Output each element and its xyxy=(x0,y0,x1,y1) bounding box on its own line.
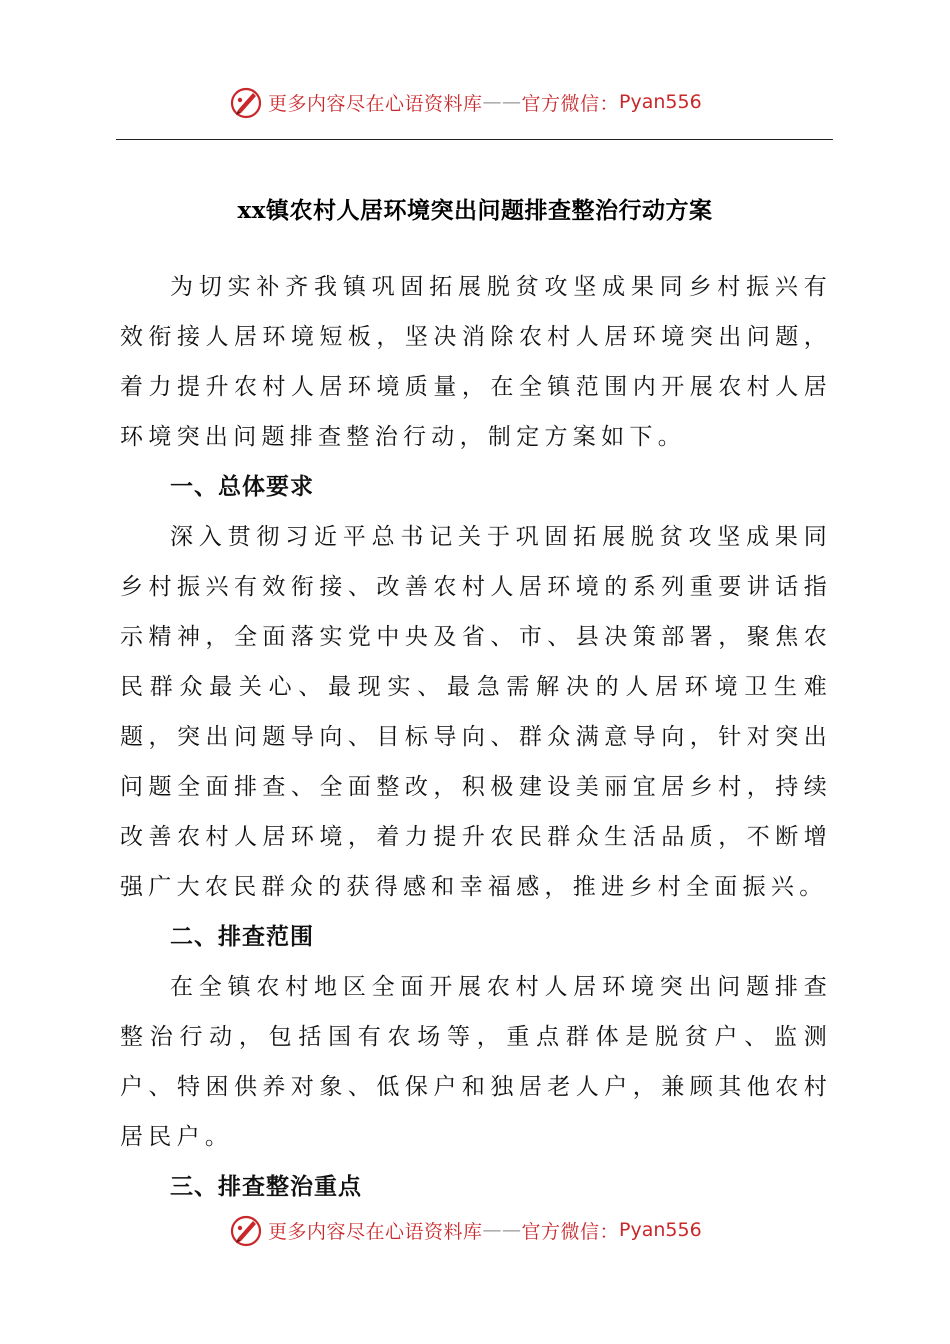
document-title: xx镇农村人居环境突出问题排查整治行动方案 xyxy=(237,197,713,224)
header-banner xyxy=(0,80,950,124)
banner-account-id: Pyan556 xyxy=(619,1219,702,1241)
pen-logo-icon xyxy=(228,1212,264,1248)
section-heading-2: 二、排查范围 xyxy=(170,924,314,950)
banner-account-label: 官方微信： xyxy=(521,92,620,115)
section-heading-1: 一、总体要求 xyxy=(170,474,314,500)
section-body-1: 深入贯彻习近平总书记关于巩固拓展脱贫攻坚成果同乡村振兴有效衔接、改善农村人居环境的系列重要讲话指示精神，全面落实党中央及省、市、县决策部署，聚焦农民群众最关心、最现实、最急需解决的人居环境卫生难题，突出问题导向、目标导向、群众满意导向，针对突出问题全面排查、全面整改，积极建设美丽宜居乡村，持续改善农村人居环境，着力提升农民群众生活品质，不断增强广大农民群众的获得感和幸福感，推进乡村全面振兴。 xyxy=(120,524,832,900)
banner-text: 更多内容尽在心语资料库 xyxy=(268,92,483,115)
banner-separator: —— xyxy=(482,91,522,113)
banner-account-id: Pyan556 xyxy=(619,91,702,113)
banner-separator: —— xyxy=(482,1219,522,1241)
document-body xyxy=(120,262,832,1212)
banner-account-label: 官方微信： xyxy=(521,1220,620,1243)
pen-logo-icon xyxy=(228,84,264,120)
section-body-2: 在全镇农村地区全面开展农村人居环境突出问题排查整治行动，包括国有农场等，重点群体是脱贫户、监测户、特困供养对象、低保户和独居老人户，兼顾其他农村居民户。 xyxy=(120,974,832,1150)
section-heading-3: 三、排查整治重点 xyxy=(170,1174,362,1200)
header-divider xyxy=(116,139,833,140)
intro-paragraph: 为切实补齐我镇巩固拓展脱贫攻坚成果同乡村振兴有效衔接人居环境短板，坚决消除农村人居环境突出问题，着力提升农村人居环境质量，在全镇范围内开展农村人居环境突出问题排查整治行动，制定方案如下。 xyxy=(120,274,832,450)
footer-banner xyxy=(0,1208,950,1252)
banner-text: 更多内容尽在心语资料库 xyxy=(268,1220,483,1243)
